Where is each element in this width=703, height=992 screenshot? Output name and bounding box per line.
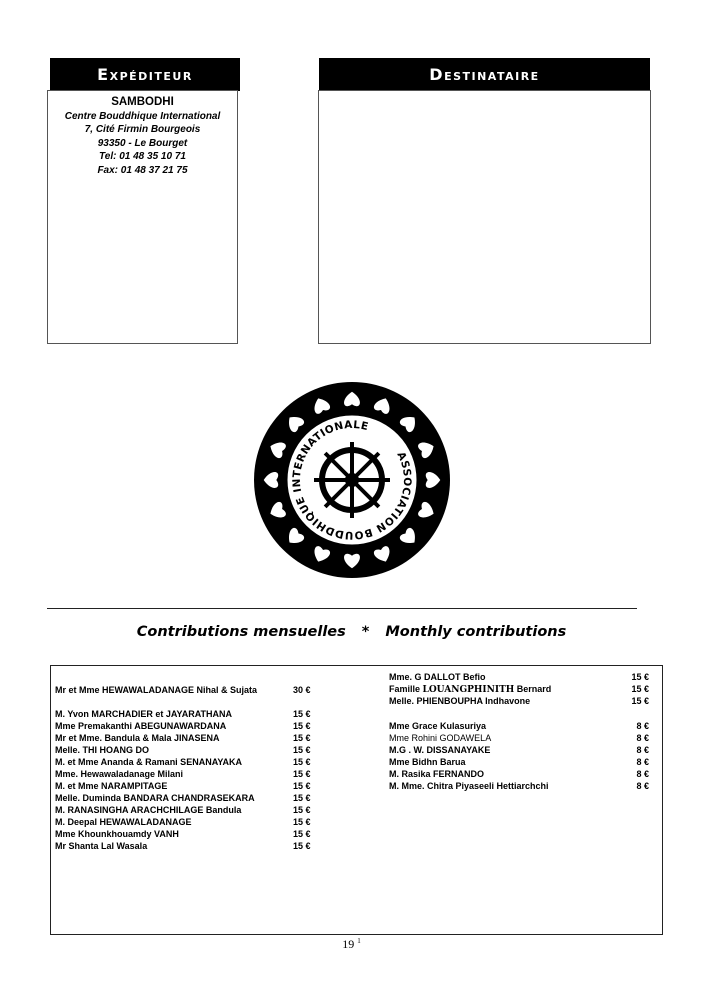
contribution-row: Melle. THI HOANG DO 15 €	[55, 745, 311, 755]
contribution-row: Mme Khounkhouamdy VANH 15 €	[55, 829, 311, 839]
sender-name: SAMBODHI	[111, 96, 174, 108]
dharma-wheel-icon	[314, 442, 390, 518]
contributions-title	[0, 624, 703, 640]
page-number: 19 $^1$	[342, 937, 361, 951]
sender-address-box	[47, 90, 238, 344]
sender-tel: Tel: 01 48 35 10 71	[99, 151, 186, 162]
contributions-list-box	[50, 665, 663, 935]
contribution-row: Mme Bidhn Barua 8 €	[389, 757, 649, 767]
recipient-address-box	[318, 90, 651, 344]
contribution-row: M.G . W. DISSANAYAKE 8 €	[389, 745, 649, 755]
contribution-row: M. Mme. Chitra Piyaseeli Hettiarchchi 8 €	[389, 781, 649, 791]
contribution-row: Mme. Hewawaladanage Milani 15 €	[55, 769, 311, 779]
contribution-row: M. Rasika FERNANDO 8 €	[389, 769, 649, 779]
contribution-row: M. et Mme Ananda & Ramani SENANAYAKA 15 €	[55, 757, 311, 767]
contribution-row: Mme Premakanthi ABEGUNAWARDANA 15 €	[55, 721, 311, 731]
title-separator: *	[361, 624, 370, 640]
contribution-row: Mr et Mme HEWAWALADANAGE Nihal & Sujata 30 €	[55, 685, 311, 695]
sender-street: 7, Cité Firmin Bourgeois	[84, 124, 201, 135]
association-logo	[252, 380, 452, 580]
logo-text: ASSOCIATION BOUDDHIQUE INTERNATIONALE	[290, 418, 414, 542]
contribution-row: Melle. PHIENBOUPHA Indhavone 15 €	[389, 696, 649, 706]
title-english: Monthly contributions	[385, 624, 567, 640]
contribution-row: Mr et Mme. Bandula & Mala JINASENA 15 €	[55, 733, 311, 743]
title-french: Contributions mensuelles	[136, 624, 346, 640]
contribution-row: Mr Shanta Lal Wasala 15 €	[55, 841, 311, 851]
sender-fax: Fax: 01 48 37 21 75	[97, 164, 188, 176]
sender-org: Centre Bouddhique International	[64, 110, 221, 122]
contribution-row: M. Yvon MARCHADIER et JAYARATHANA 15 €	[55, 709, 311, 719]
contribution-row: M. Deepal HEWAWALADANAGE 15 €	[55, 817, 311, 827]
contribution-row: Melle. Duminda BANDARA CHANDRASEKARA 15 €	[55, 793, 311, 803]
contribution-row: M. RANASINGHA ARACHCHILAGE Bandula 15 €	[55, 805, 311, 815]
contribution-row: M. et Mme NARAMPITAGE 15 €	[55, 781, 311, 791]
sender-header: Expéditeur	[50, 58, 240, 91]
contribution-row: Mme Grace Kulasuriya 8 €	[389, 721, 649, 731]
section-divider	[47, 608, 637, 609]
contribution-row: Mme Rohini GODAWELA 8 €	[389, 733, 649, 743]
contribution-row: Famille LOUANGPHINITH Bernard 15 €	[389, 684, 649, 695]
sender-city: 93350 - Le Bourget	[97, 137, 188, 149]
recipient-header: Destinataire	[319, 58, 650, 91]
contribution-row: Mme. G DALLOT Befio 15 €	[389, 672, 649, 682]
